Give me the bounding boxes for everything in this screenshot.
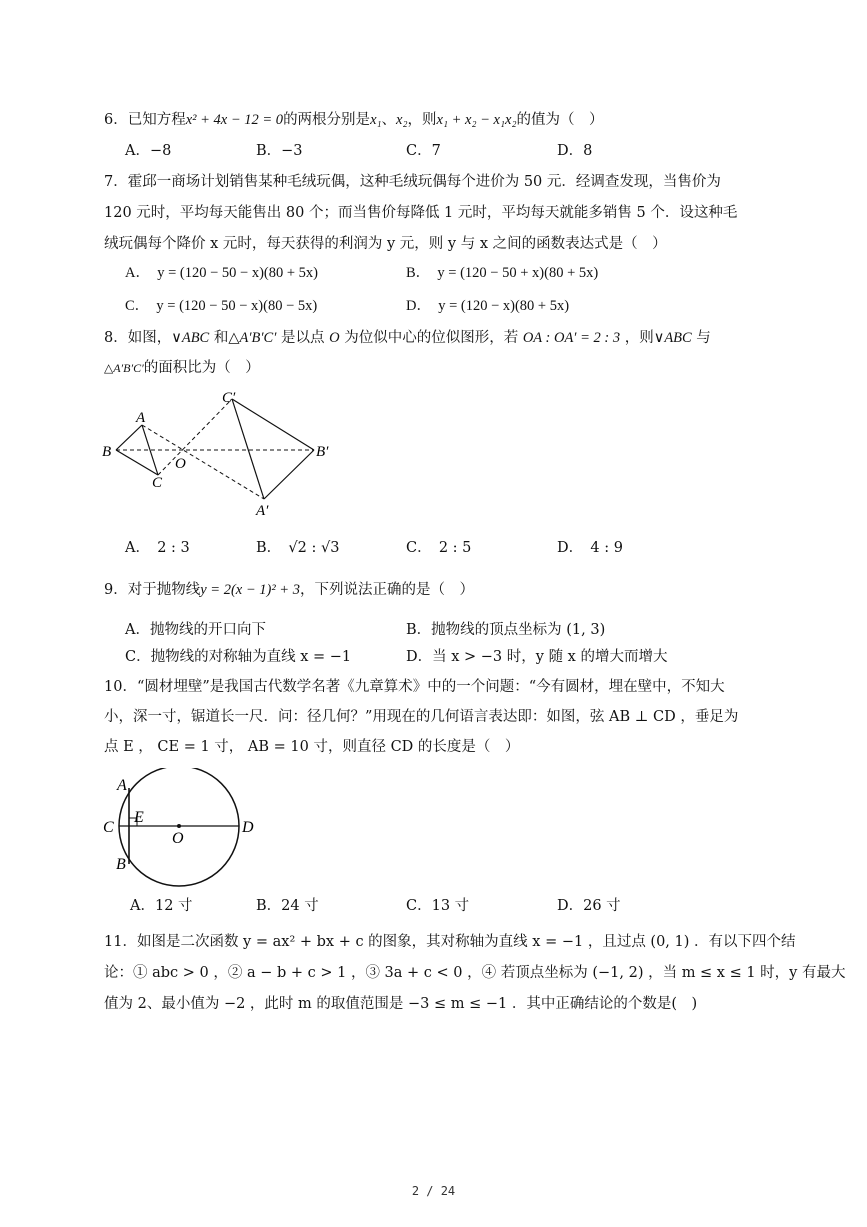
q10-line-3: 点 E ， CE = 1 寸， AB = 10 寸，则直径 CD 的长度是（ ） — [104, 739, 520, 755]
q10-line-2: 小，深一寸，锯道长一尺．问：径几何？”用现在的几何语言表达即：如图，弦 AB ⊥ CD ，垂足为 — [104, 709, 739, 725]
label-o: O — [175, 456, 186, 472]
label-b: B — [116, 856, 126, 873]
q9-stem: 9．对于抛物线y = 2(x − 1)² + 3，下列说法正确的是（ ） — [104, 582, 474, 598]
q9-option-c: C．抛物线的对称轴为直线 x = −1 — [125, 649, 352, 665]
q7-line-3: 绒玩偶每个降价 x 元时，每天获得的利润为 y 元，则 y 与 x 之间的函数表达式是（ ） — [104, 236, 667, 252]
q6-option-c: C．7 — [406, 143, 441, 159]
label-c-prime: C′ — [222, 390, 236, 406]
q11-line-1: 11．如图是二次函数 y = ax² + bx + c 的图象，其对称轴为直线 x = −1 ，且过点 (0, 1) ．有以下四个结 — [104, 934, 796, 950]
q7-line-1: 7．霍邱一商场计划销售某种毛绒玩偶，这种毛绒玩偶每个进价为 50 元．经调查发现，当售价为 — [104, 174, 721, 190]
q9-option-b: B．抛物线的顶点坐标为 (1, 3) — [406, 622, 606, 638]
q8-option-c: C． 2 : 5 — [406, 540, 472, 556]
label-a: A — [117, 777, 127, 794]
q7-option-b: B． y = (120 − 50 + x)(80 + 5x) — [406, 265, 599, 281]
label-a-prime: A′ — [256, 503, 269, 519]
q9-option-d: D．当 x > −3 时，y 随 x 的增大而增大 — [406, 649, 668, 665]
q10-option-d: D．26 寸 — [557, 898, 621, 914]
label-a: A — [136, 410, 146, 426]
label-o: O — [172, 830, 184, 847]
q8-option-d: D． 4 : 9 — [557, 540, 623, 556]
homothety-figure — [96, 382, 346, 522]
q9-option-a: A．抛物线的开口向下 — [125, 622, 266, 638]
q10-option-a: A．12 寸 — [130, 898, 193, 914]
q6-stem: 6．已知方程x² + 4x − 12 = 0的两根分别是x₁、x₂，则x₁ + x₂ − x₁x₂的值为（ ） — [104, 112, 604, 128]
q10-option-b: B．24 寸 — [256, 898, 319, 914]
label-c: C — [103, 819, 114, 836]
q6-option-b: B．−3 — [256, 143, 303, 159]
q11-line-3: 值为 2、最小值为 −2 ，此时 m 的取值范围是 −3 ≤ m ≤ −1 ．其中正确结论的个数是( ) — [104, 996, 698, 1012]
q7-option-c: C． y = (120 − 50 − x)(80 − 5x) — [125, 298, 318, 314]
q8-option-a: A． 2 : 3 — [125, 540, 190, 556]
label-d: D — [242, 819, 254, 836]
q8-stem-line-2: △A′B′C′的面积比为（ ） — [104, 360, 260, 376]
q10-line-1: 10．“圆材埋壁”是我国古代数学名著《九章算术》中的一个问题：“今有圆材，埋在壁中，不知大 — [104, 679, 725, 695]
circle-figure — [100, 768, 270, 888]
q6-option-a: A．−8 — [125, 143, 172, 159]
q6-option-d: D．8 — [557, 143, 593, 159]
q11-line-2: 论：① abc > 0 ，② a − b + c > 1 ，③ 3a + c < 0 ，④ 若顶点坐标为 (−1, 2) ，当 m ≤ x ≤ 1 时，y 有最大 — [104, 965, 846, 981]
q7-option-d: D． y = (120 − x)(80 + 5x) — [406, 298, 570, 314]
q7-option-a: A． y = (120 − 50 − x)(80 + 5x) — [125, 265, 318, 281]
label-c: C — [152, 475, 163, 491]
q8-stem-line-1: 8．如图，∨ABC 和△A′B′C′ 是以点 O 为位似中心的位似图形，若 OA : OA′ = 2 : 3 ，则∨ABC 与 — [104, 330, 711, 346]
q10-option-c: C．13 寸 — [406, 898, 470, 914]
label-b: B — [102, 444, 112, 460]
label-b-prime: B′ — [316, 444, 329, 460]
q8-option-b: B． √2 : √3 — [256, 540, 340, 556]
page-number: 2 / 24 — [411, 1184, 456, 1198]
q7-line-2: 120 元时，平均每天能售出 80 个；而当售价每降低 1 元时，平均每天就能多销售 5 个．设这种毛 — [104, 205, 738, 221]
label-e: E — [134, 809, 144, 826]
